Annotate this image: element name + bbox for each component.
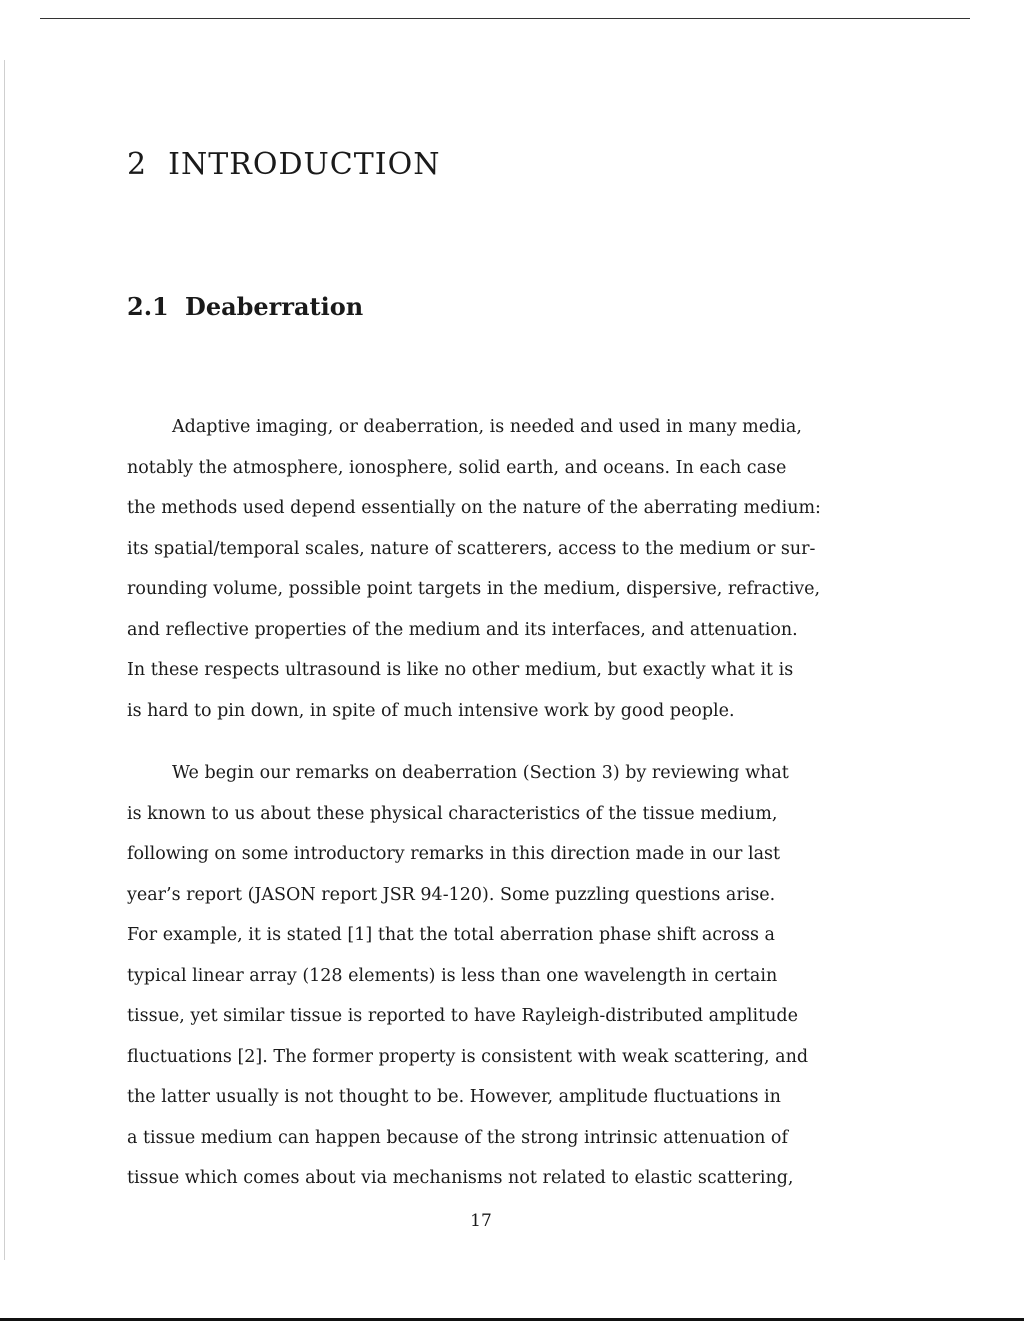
scan-edge — [4, 60, 5, 1260]
chapter-title: INTRODUCTION — [168, 147, 441, 182]
paragraph-line: and reflective properties of the medium and its interfaces, and attenuation. — [127, 619, 798, 640]
section-title: Deaberration — [185, 292, 364, 321]
section-number: 2.1 — [127, 292, 169, 321]
paragraph-1 — [127, 407, 821, 731]
chapter-number: 2 — [127, 147, 148, 182]
paragraph-line: its spatial/temporal scales, nature of scatterers, access to the medium or sur- — [127, 538, 816, 559]
chapter-heading — [127, 146, 440, 184]
paragraph-line: is hard to pin down, in spite of much intensive work by good people. — [127, 700, 735, 721]
paragraph-line: the methods used depend essentially on the nature of the aberrating medium: — [127, 498, 821, 518]
paragraph-line: rounding volume, possible point targets in the medium, dispersive, refractive, — [127, 579, 821, 599]
paragraph-line: typical linear array (128 elements) is less than one wavelength in certain — [127, 965, 778, 986]
section-heading — [127, 290, 363, 324]
top-rule — [40, 18, 970, 19]
paragraph-line: Adaptive imaging, or deaberration, is needed and used in many media, — [172, 417, 802, 437]
paragraph-line: is known to us about these physical characteristics of the tissue medium, — [127, 803, 778, 824]
paragraph-line: fluctuations [2]. The former property is consistent with weak scattering, and — [127, 1046, 809, 1067]
paragraph-line: tissue, yet similar tissue is reported to have Rayleigh-distributed amplitude — [127, 1006, 798, 1026]
paragraph-line: We begin our remarks on deaberration (Section 3) by reviewing what — [172, 763, 789, 783]
paragraph-line: For example, it is stated [1] that the total aberration phase shift across a — [127, 925, 775, 945]
paragraph-line: tissue which comes about via mechanisms not related to elastic scattering, — [127, 1168, 794, 1188]
paragraph-line: the latter usually is not thought to be. However, amplitude fluctuations in — [127, 1087, 781, 1107]
bottom-rule — [0, 1318, 1024, 1321]
page-number: 17 — [470, 1211, 492, 1231]
paragraph-line: notably the atmosphere, ionosphere, solid earth, and oceans. In each case — [127, 457, 787, 478]
paragraph-2 — [127, 753, 809, 1199]
paragraph-line: In these respects ultrasound is like no other medium, but exactly what it is — [127, 660, 794, 680]
paragraph-line: following on some introductory remarks in this direction made in our last — [127, 844, 781, 864]
paragraph-line: a tissue medium can happen because of the strong intrinsic attenuation of — [127, 1127, 788, 1148]
paragraph-line: year’s report (JASON report JSR 94-120). Some puzzling questions arise. — [127, 884, 776, 905]
